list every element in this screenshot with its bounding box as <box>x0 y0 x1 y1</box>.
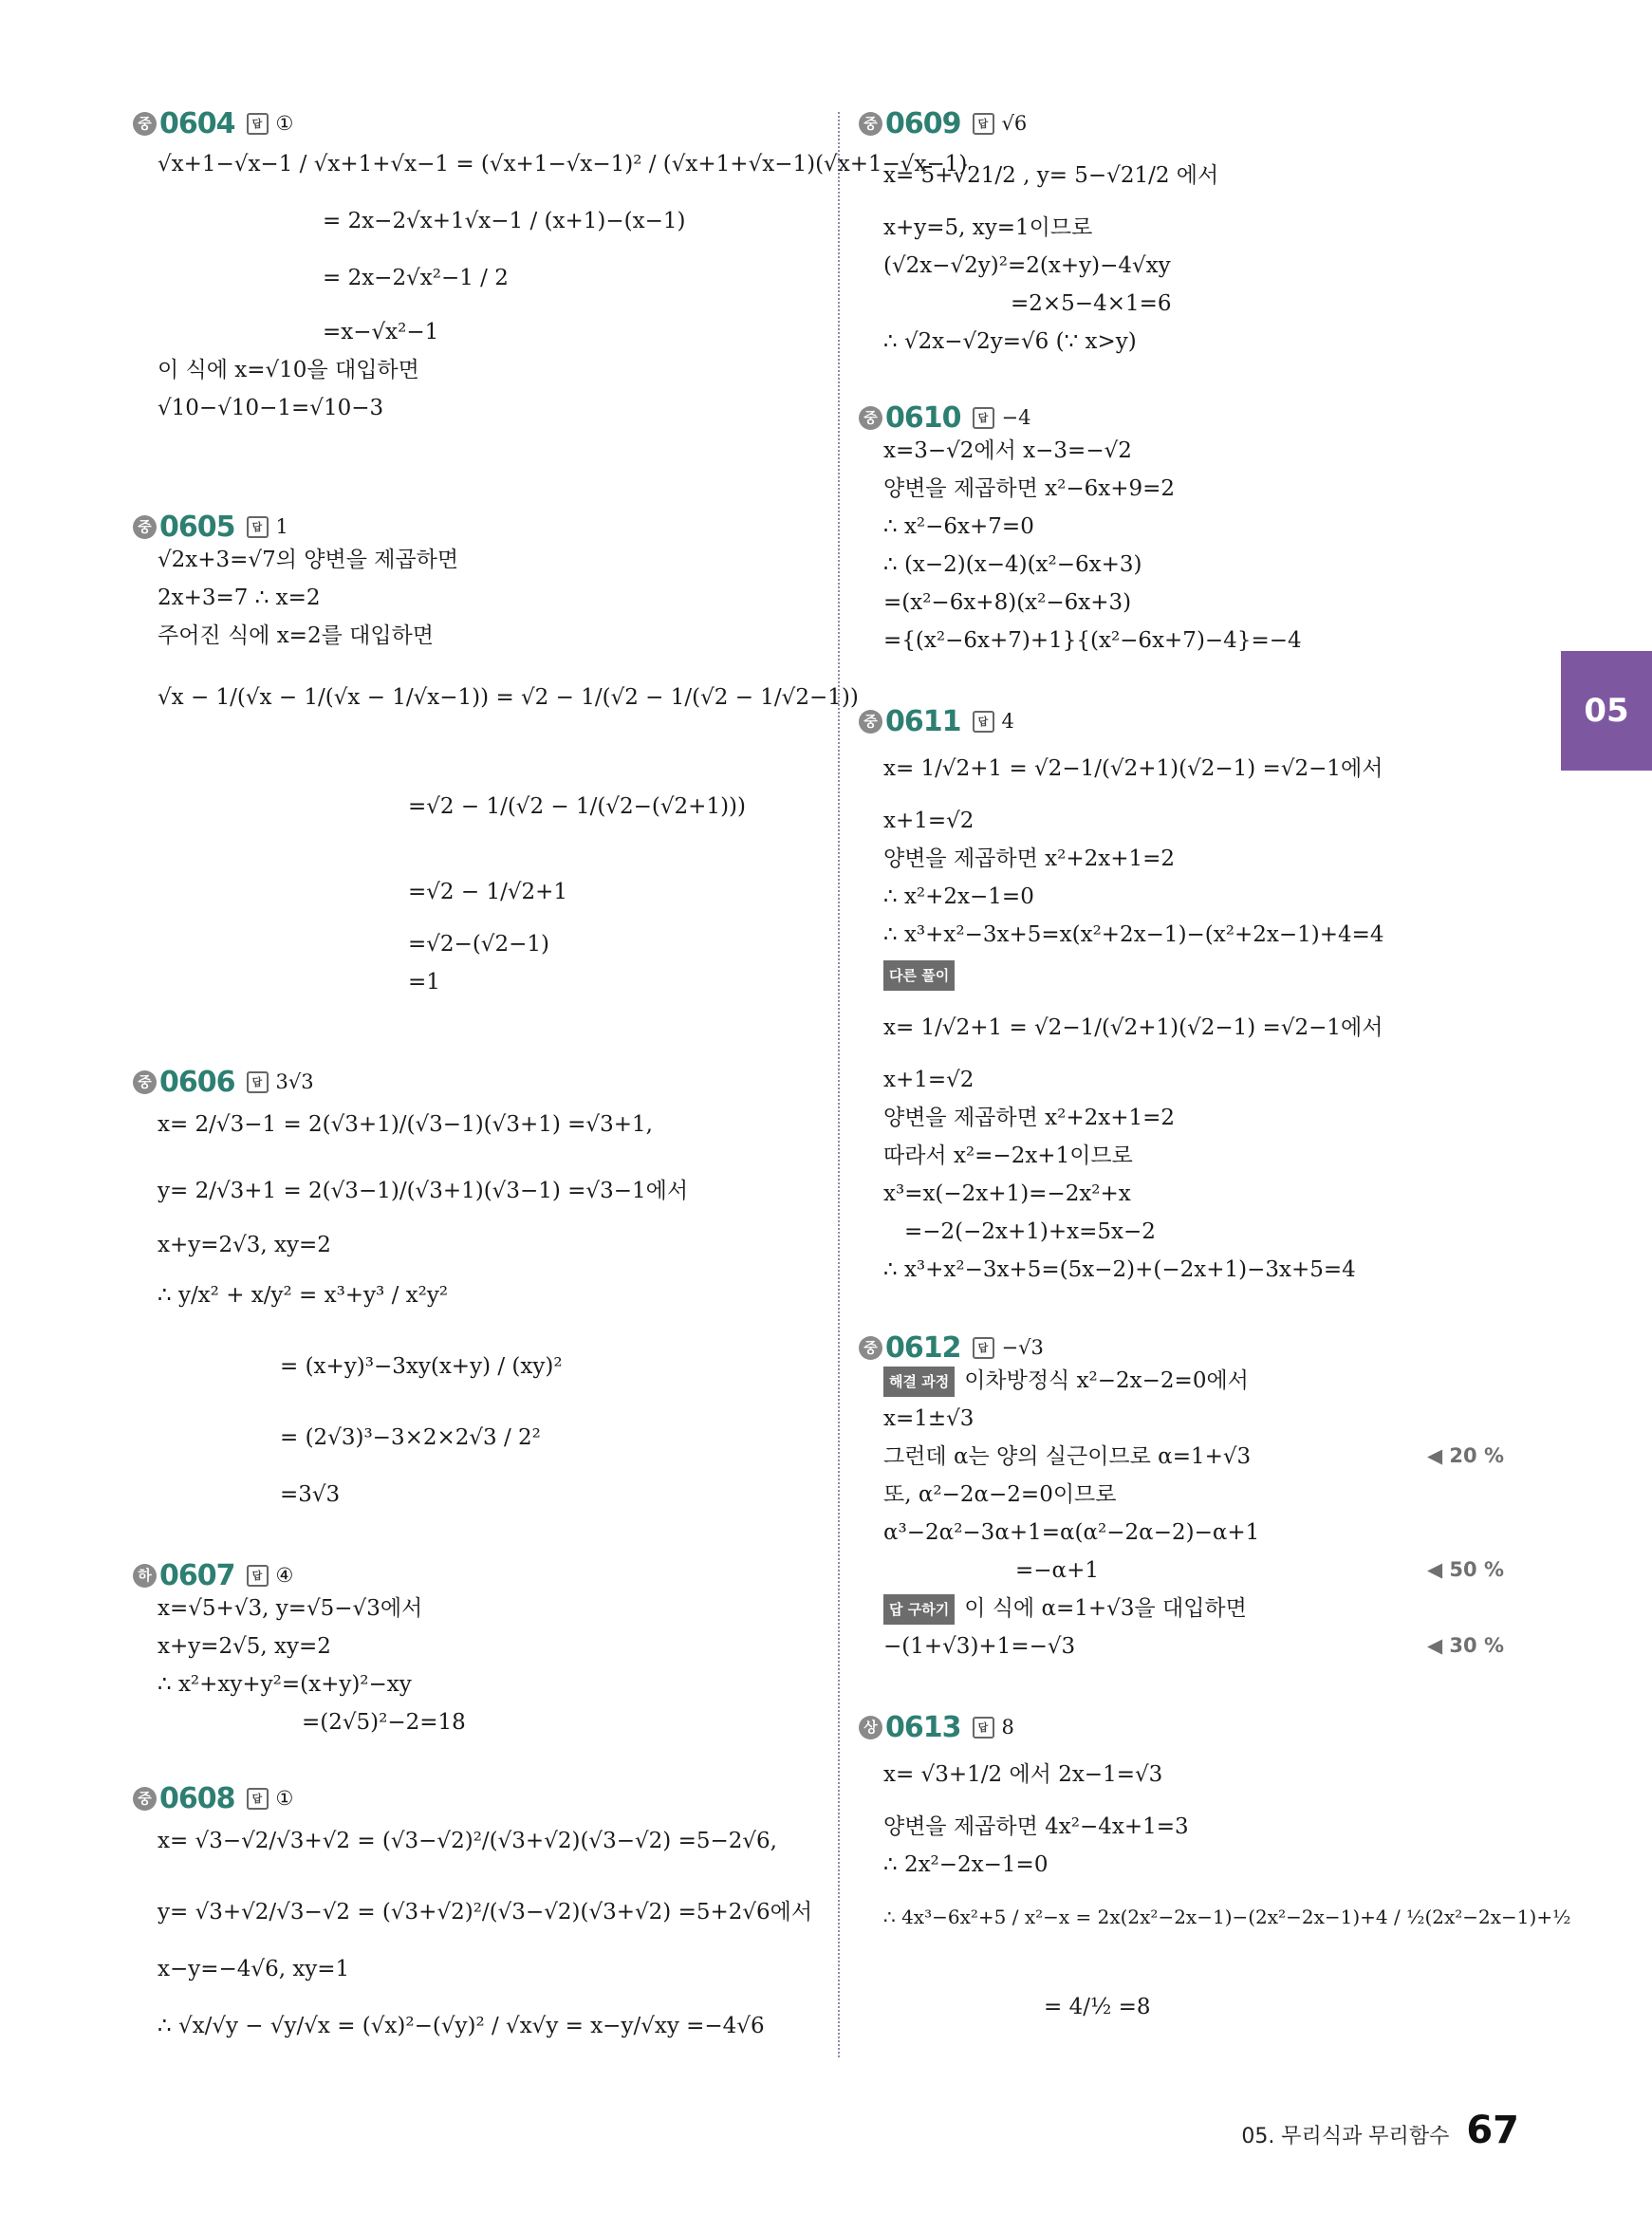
solution-line: 그런데 α는 양의 실근이므로 α=1+√3 <box>883 1444 1252 1469</box>
solution-line: ∴ y/x² + x/y² = x³+y³ / x²y² <box>158 1283 449 1308</box>
problem-number: 0610 <box>885 400 961 435</box>
problem-0609 <box>859 104 1504 354</box>
solution-line: =√2 − 1/√2+1 <box>408 880 568 904</box>
level-badge: 중 <box>133 1787 157 1811</box>
answer-icon: 답 <box>973 1717 994 1739</box>
solution-line: =1 <box>408 970 440 995</box>
answer-step-tag: 답 구하기 <box>883 1594 955 1625</box>
level-badge: 중 <box>859 406 882 430</box>
solution-line: 이 식에 α=1+√3을 대입하면 <box>964 1596 1247 1621</box>
answer-icon: 답 <box>247 113 269 135</box>
problem-number: 0613 <box>885 1710 961 1744</box>
solution-line: ∴ x³+x²−3x+5=x(x²+2x−1)−(x²+2x−1)+4=4 <box>883 922 1384 947</box>
level-badge: 중 <box>133 112 157 136</box>
solution-line: x= √3+1/2 에서 2x−1=√3 <box>883 1762 1163 1787</box>
solution-line: 양변을 제곱하면 x²−6x+9=2 <box>883 476 1176 501</box>
answer: −4 <box>1001 406 1031 429</box>
solution-line: x+1=√2 <box>883 809 974 833</box>
alt-solution-tag: 다른 풀이 <box>883 960 955 991</box>
solution-line: = (x+y)³−3xy(x+y) / (xy)² <box>280 1354 563 1379</box>
solution-line: = 4/½ =8 <box>1044 1995 1151 2019</box>
chapter-tab: 05 <box>1561 651 1652 771</box>
solution-line: y= √3+√2/√3−√2 = (√3+√2)²/(√3−√2)(√3+√2) =5+2√6에서 <box>158 1900 813 1925</box>
solution-line: ∴ 2x²−2x−1=0 <box>883 1852 1049 1877</box>
problem-number: 0605 <box>159 510 235 544</box>
answer: ① <box>275 1787 294 1810</box>
problem-number: 0612 <box>885 1330 961 1365</box>
solution-line: = (2√3)³−3×2×2√3 / 2² <box>280 1425 541 1450</box>
chapter-title: 05. 무리식과 무리함수 <box>1241 2125 1450 2148</box>
solution-line: ∴ (x−2)(x−4)(x²−6x+3) <box>883 552 1142 577</box>
answer-icon: 답 <box>247 516 269 538</box>
solution-line: =2×5−4×1=6 <box>1011 291 1172 316</box>
solution-line: √x − 1/(√x − 1/(√x − 1/√x−1)) = √2 − 1/(√2 − 1/(√2 − 1/√2−1)) <box>158 685 859 710</box>
solution-line: ={(x²−6x+7)+1}{(x²−6x+7)−4}=−4 <box>883 628 1302 653</box>
problem-number: 0611 <box>885 704 961 738</box>
answer: ① <box>275 112 294 135</box>
solution-line: =√2−(√2−1) <box>408 932 549 957</box>
problem-number: 0606 <box>159 1065 235 1099</box>
problem-0608 <box>133 1779 816 2038</box>
solution-line: x= √3−√2/√3+√2 = (√3−√2)²/(√3+√2)(√3−√2) =5−2√6, <box>158 1829 777 1853</box>
score-percent: ◀ 50 % <box>1426 1558 1504 1581</box>
problem-number: 0607 <box>159 1558 235 1592</box>
solution-line: ∴ x²−6x+7=0 <box>883 514 1034 539</box>
level-badge: 하 <box>133 1564 157 1588</box>
answer: ④ <box>275 1564 294 1587</box>
level-badge: 중 <box>859 710 882 734</box>
solution-line: 주어진 식에 x=2를 대입하면 <box>158 623 434 648</box>
level-badge: 중 <box>133 515 157 539</box>
level-badge: 중 <box>133 1070 157 1094</box>
level-badge: 중 <box>859 112 882 136</box>
solution-line: 양변을 제곱하면 4x²−4x+1=3 <box>883 1814 1189 1839</box>
solution-line: x= 5+√21/2 , y= 5−√21/2 에서 <box>883 163 1219 188</box>
solution-line: √x+1−√x−1 / √x+1+√x−1 = (√x+1−√x−1)² / (√x+1+√x−1)(√x+1−√x−1) <box>158 152 968 177</box>
solution-line: ∴ √x/√y − √y/√x = (√x)²−(√y)² / √x√y = x−y/√xy =−4√6 <box>158 2014 765 2038</box>
solution-line: =√2 − 1/(√2 − 1/(√2−(√2+1))) <box>408 794 746 819</box>
solution-line: ∴ √2x−√2y=√6 (∵ x>y) <box>883 329 1137 354</box>
solution-line: x−y=−4√6, xy=1 <box>158 1957 350 1981</box>
problem-0613 <box>859 1708 1571 2019</box>
solution-line: 양변을 제곱하면 x²+2x+1=2 <box>883 1106 1176 1130</box>
solution-line: x= 2/√3−1 = 2(√3+1)/(√3−1)(√3+1) =√3+1, <box>158 1112 653 1137</box>
column-divider <box>838 112 840 2057</box>
page-number: 67 <box>1466 2109 1519 2152</box>
answer: 8 <box>1001 1716 1014 1739</box>
solution-line: x³=x(−2x+1)=−2x²+x <box>883 1181 1131 1206</box>
solution-line: 2x+3=7 ∴ x=2 <box>158 586 321 610</box>
answer: 1 <box>275 515 288 538</box>
answer-icon: 답 <box>973 113 994 135</box>
solution-line: =−α+1 <box>1015 1558 1099 1583</box>
answer-icon: 답 <box>247 1788 269 1810</box>
solution-line: 따라서 x²=−2x+1이므로 <box>883 1144 1133 1168</box>
level-badge: 상 <box>859 1716 882 1739</box>
solution-line: = 2x−2√x²−1 / 2 <box>323 266 509 290</box>
solution-line: =x−√x²−1 <box>323 320 439 344</box>
answer: −√3 <box>1001 1336 1044 1359</box>
solution-line: =−2(−2x+1)+x=5x−2 <box>904 1219 1156 1244</box>
answer-icon: 답 <box>247 1565 269 1587</box>
solution-line: 이차방정식 x²−2x−2=0에서 <box>964 1368 1249 1393</box>
solution-line: x+y=2√3, xy=2 <box>158 1233 331 1257</box>
answer: √6 <box>1001 112 1028 135</box>
solution-line: 또, α²−2α−2=0이므로 <box>883 1482 1117 1507</box>
solution-line: x+y=5, xy=1이므로 <box>883 215 1093 240</box>
solution-line: α³−2α²−3α+1=α(α²−2α−2)−α+1 <box>883 1520 1260 1545</box>
solution-line: x=3−√2에서 x−3=−√2 <box>883 438 1132 463</box>
solution-line: x=√5+√3, y=√5−√3에서 <box>158 1596 423 1621</box>
answer-icon: 답 <box>973 407 994 429</box>
solution-line: x+y=2√5, xy=2 <box>158 1634 331 1659</box>
answer-icon: 답 <box>247 1071 269 1093</box>
problem-number: 0609 <box>885 106 961 140</box>
solution-line: =(x²−6x+8)(x²−6x+3) <box>883 590 1132 615</box>
answer-icon: 답 <box>973 711 994 733</box>
solution-line: ∴ x³+x²−3x+5=(5x−2)+(−2x+1)−3x+5=4 <box>883 1257 1356 1282</box>
solution-line: x= 1/√2+1 = √2−1/(√2+1)(√2−1) =√2−1에서 <box>883 1015 1383 1040</box>
solution-line: 양변을 제곱하면 x²+2x+1=2 <box>883 846 1176 871</box>
solution-line: √2x+3=√7의 양변을 제곱하면 <box>158 548 459 572</box>
level-badge: 중 <box>859 1336 882 1360</box>
solution-line: x=1±√3 <box>883 1406 974 1431</box>
answer-icon: 답 <box>973 1337 994 1359</box>
score-percent: ◀ 30 % <box>1426 1634 1504 1657</box>
solution-line: √10−√10−1=√10−3 <box>158 396 384 420</box>
problem-number: 0608 <box>159 1781 235 1815</box>
problem-0610 <box>859 399 1504 653</box>
solution-line: y= 2/√3+1 = 2(√3−1)/(√3+1)(√3−1) =√3−1에서 <box>158 1179 689 1203</box>
problem-number: 0604 <box>159 106 235 140</box>
page-footer <box>1241 2109 1519 2152</box>
answer: 4 <box>1001 710 1014 733</box>
answer: 3√3 <box>275 1070 314 1093</box>
score-percent: ◀ 20 % <box>1426 1444 1504 1467</box>
solution-line: −(1+√3)+1=−√3 <box>883 1634 1076 1659</box>
solution-line: (√2x−√2y)²=2(x+y)−4√xy <box>883 253 1171 278</box>
problem-0605 <box>133 508 859 995</box>
solution-line: = 2x−2√x+1√x−1 / (x+1)−(x−1) <box>323 209 686 233</box>
solution-line: =3√3 <box>280 1482 341 1507</box>
solution-process-tag: 해결 과정 <box>883 1367 955 1397</box>
problem-0612 <box>859 1329 1504 1659</box>
solution-line: =(2√5)²−2=18 <box>302 1710 466 1735</box>
solution-line: x= 1/√2+1 = √2−1/(√2+1)(√2−1) =√2−1에서 <box>883 756 1383 781</box>
solution-line: x+1=√2 <box>883 1068 974 1092</box>
solution-line: ∴ 4x³−6x²+5 / x²−x = 2x(2x²−2x−1)−(2x²−2x−1)+4 / ½(2x²−2x−1)+½ <box>883 1906 1571 1928</box>
solution-line: ∴ x²+2x−1=0 <box>883 884 1034 909</box>
problem-0606 <box>133 1063 816 1507</box>
problem-0607 <box>133 1556 816 1735</box>
solution-line: 이 식에 x=√10을 대입하면 <box>158 358 419 382</box>
problem-0611 <box>859 702 1504 1282</box>
solution-line: ∴ x²+xy+y²=(x+y)²−xy <box>158 1672 412 1697</box>
